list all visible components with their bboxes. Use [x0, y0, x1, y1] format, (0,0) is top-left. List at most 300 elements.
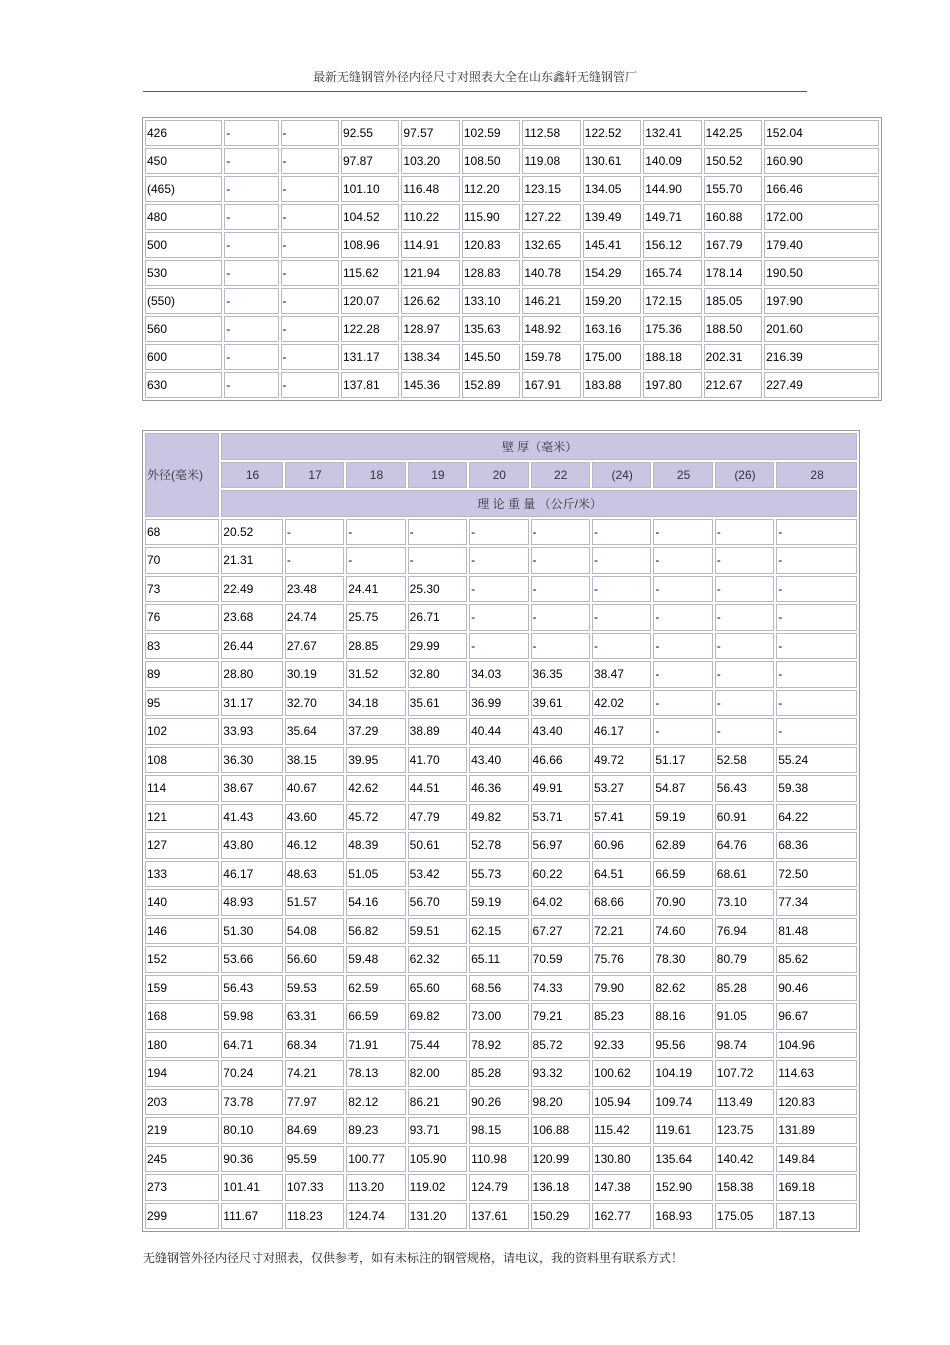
weight-cell: 113.49 — [715, 1089, 774, 1116]
weight-cell: - — [531, 604, 590, 631]
weight-cell: 26.71 — [408, 604, 467, 631]
weight-cell: 137.81 — [341, 372, 399, 398]
weight-cell: 93.32 — [531, 1060, 590, 1087]
weight-cell: - — [281, 288, 339, 314]
weight-cell: 41.43 — [221, 804, 283, 831]
weight-cell: 65.11 — [469, 946, 528, 973]
weight-cell: 105.94 — [592, 1089, 651, 1116]
weight-cell: - — [715, 633, 774, 660]
outer-diameter-cell: 273 — [145, 1174, 219, 1201]
weight-cell: 119.02 — [408, 1174, 467, 1201]
weight-cell: 36.35 — [531, 661, 590, 688]
weight-cell: 71.91 — [346, 1032, 405, 1059]
table-row — [145, 232, 879, 258]
weight-cell: - — [346, 519, 405, 546]
weight-cell: - — [776, 690, 857, 717]
table-row — [145, 547, 857, 574]
weight-cell: 145.50 — [462, 344, 520, 370]
weight-cell: 149.84 — [776, 1146, 857, 1173]
weight-cell: 20.52 — [221, 519, 283, 546]
outer-diameter-cell: 108 — [145, 747, 219, 774]
weight-cell: 70.90 — [653, 889, 712, 916]
weight-cell: - — [653, 690, 712, 717]
weight-cell: 162.77 — [592, 1203, 651, 1230]
outer-diameter-cell: 299 — [145, 1203, 219, 1230]
table-row — [145, 718, 857, 745]
outer-diameter-cell: (550) — [145, 288, 222, 314]
weight-cell: 185.05 — [704, 288, 762, 314]
weight-cell: 107.72 — [715, 1060, 774, 1087]
weight-cell: 50.61 — [408, 832, 467, 859]
weight-cell: 85.28 — [469, 1060, 528, 1087]
weight-cell: - — [531, 633, 590, 660]
weight-cell: - — [224, 120, 278, 146]
weight-cell: 33.93 — [221, 718, 283, 745]
weight-cell: 64.22 — [776, 804, 857, 831]
weight-cell: 112.58 — [522, 120, 580, 146]
table-row — [145, 519, 857, 546]
weight-cell: 46.17 — [221, 861, 283, 888]
weight-cell: 81.48 — [776, 918, 857, 945]
weight-cell: - — [281, 148, 339, 174]
weight-cell: 96.67 — [776, 1003, 857, 1030]
weight-cell: 38.15 — [285, 747, 344, 774]
weight-cell: 69.82 — [408, 1003, 467, 1030]
weight-cell: 46.66 — [531, 747, 590, 774]
weight-cell: 73.00 — [469, 1003, 528, 1030]
weight-cell: - — [776, 661, 857, 688]
weight-cell: - — [592, 519, 651, 546]
weight-cell: 22.49 — [221, 576, 283, 603]
weight-cell: - — [592, 633, 651, 660]
table-row — [145, 148, 879, 174]
weight-cell: - — [224, 372, 278, 398]
weight-cell: 159.78 — [522, 344, 580, 370]
weight-cell: 98.74 — [715, 1032, 774, 1059]
table-row — [145, 344, 879, 370]
weight-cell: 104.52 — [341, 204, 399, 230]
weight-cell: 145.41 — [583, 232, 641, 258]
table-row — [145, 889, 857, 916]
weight-cell: 112.20 — [462, 176, 520, 202]
theoretical-weight-header: 理 论 重 量 （公斤/米） — [221, 490, 857, 517]
weight-cell: 131.20 — [408, 1203, 467, 1230]
weight-cell: 97.87 — [341, 148, 399, 174]
weight-cell: 36.30 — [221, 747, 283, 774]
weight-cell: 131.89 — [776, 1117, 857, 1144]
weight-cell: 62.15 — [469, 918, 528, 945]
table-row — [145, 1117, 857, 1144]
weight-cell: 104.19 — [653, 1060, 712, 1087]
outer-diameter-cell: 127 — [145, 832, 219, 859]
weight-cell: 216.39 — [764, 344, 879, 370]
thickness-column-header: 16 — [221, 462, 283, 489]
weight-cell: - — [715, 576, 774, 603]
table-row — [145, 576, 857, 603]
weight-cell: - — [776, 718, 857, 745]
weight-cell: 59.38 — [776, 775, 857, 802]
weight-cell: 123.15 — [522, 176, 580, 202]
weight-cell: 63.31 — [285, 1003, 344, 1030]
weight-cell: - — [592, 604, 651, 631]
weight-cell: - — [469, 519, 528, 546]
table-row — [145, 975, 857, 1002]
weight-cell: 95.59 — [285, 1146, 344, 1173]
weight-cell: - — [224, 288, 278, 314]
weight-cell: - — [776, 604, 857, 631]
weight-cell: 28.85 — [346, 633, 405, 660]
weight-cell: 56.43 — [221, 975, 283, 1002]
weight-cell: 92.33 — [592, 1032, 651, 1059]
weight-cell: 119.61 — [653, 1117, 712, 1144]
weight-cell: 145.36 — [401, 372, 459, 398]
weight-cell: 183.88 — [583, 372, 641, 398]
weight-cell: 73.78 — [221, 1089, 283, 1116]
weight-cell: - — [281, 176, 339, 202]
weight-cell: 82.12 — [346, 1089, 405, 1116]
weight-cell: 48.93 — [221, 889, 283, 916]
table-row — [145, 204, 879, 230]
weight-cell: 95.56 — [653, 1032, 712, 1059]
weight-cell: 227.49 — [764, 372, 879, 398]
weight-cell: - — [346, 547, 405, 574]
weight-cell: 80.79 — [715, 946, 774, 973]
weight-cell: 24.41 — [346, 576, 405, 603]
weight-cell: 55.24 — [776, 747, 857, 774]
table-row — [145, 832, 857, 859]
weight-cell: - — [281, 344, 339, 370]
weight-cell: 56.60 — [285, 946, 344, 973]
weight-cell: 23.68 — [221, 604, 283, 631]
weight-cell: - — [224, 148, 278, 174]
weight-cell: - — [776, 576, 857, 603]
weight-cell: 130.80 — [592, 1146, 651, 1173]
weight-cell: 137.61 — [469, 1203, 528, 1230]
weight-cell: - — [776, 633, 857, 660]
table-row — [145, 288, 879, 314]
weight-cell: 46.36 — [469, 775, 528, 802]
weight-cell: 98.20 — [531, 1089, 590, 1116]
bottom-table-body — [145, 519, 857, 1230]
weight-cell: 109.74 — [653, 1089, 712, 1116]
weight-cell: 140.42 — [715, 1146, 774, 1173]
weight-cell: 172.15 — [643, 288, 701, 314]
weight-cell: 78.30 — [653, 946, 712, 973]
weight-cell: 30.19 — [285, 661, 344, 688]
weight-cell: 68.56 — [469, 975, 528, 1002]
weight-cell: 142.25 — [704, 120, 762, 146]
weight-cell: 116.48 — [401, 176, 459, 202]
table-row — [145, 1032, 857, 1059]
weight-cell: 84.69 — [285, 1117, 344, 1144]
weight-cell: 152.04 — [764, 120, 879, 146]
weight-cell: - — [531, 576, 590, 603]
outer-diameter-cell: (465) — [145, 176, 222, 202]
weight-cell: - — [653, 661, 712, 688]
weight-cell: 188.50 — [704, 316, 762, 342]
weight-cell: - — [469, 547, 528, 574]
weight-cell: 103.20 — [401, 148, 459, 174]
weight-cell: 43.40 — [469, 747, 528, 774]
weight-cell: 133.10 — [462, 288, 520, 314]
table-row — [145, 918, 857, 945]
weight-cell: 25.75 — [346, 604, 405, 631]
weight-cell: 59.48 — [346, 946, 405, 973]
weight-cell: 45.72 — [346, 804, 405, 831]
weight-cell: 144.90 — [643, 176, 701, 202]
weight-cell: 86.21 — [408, 1089, 467, 1116]
weight-cell: - — [224, 176, 278, 202]
weight-cell: 148.92 — [522, 316, 580, 342]
weight-cell: - — [776, 547, 857, 574]
weight-cell: 110.22 — [401, 204, 459, 230]
weight-cell: 60.96 — [592, 832, 651, 859]
weight-cell: 38.89 — [408, 718, 467, 745]
weight-cell: 70.59 — [531, 946, 590, 973]
weight-cell: 35.61 — [408, 690, 467, 717]
weight-cell: 167.79 — [704, 232, 762, 258]
weight-cell: 59.19 — [469, 889, 528, 916]
table-row — [145, 260, 879, 286]
weight-cell: - — [715, 547, 774, 574]
weight-cell: 51.57 — [285, 889, 344, 916]
weight-cell: 67.27 — [531, 918, 590, 945]
weight-cell: 100.77 — [346, 1146, 405, 1173]
outer-diameter-cell: 245 — [145, 1146, 219, 1173]
top-table-body — [145, 120, 879, 398]
weight-cell: 53.27 — [592, 775, 651, 802]
weight-cell: - — [281, 316, 339, 342]
weight-cell: 75.76 — [592, 946, 651, 973]
weight-cell: 105.90 — [408, 1146, 467, 1173]
weight-cell: 68.36 — [776, 832, 857, 859]
weight-cell: 35.64 — [285, 718, 344, 745]
weight-cell: 26.44 — [221, 633, 283, 660]
weight-cell: 104.96 — [776, 1032, 857, 1059]
weight-cell: 127.22 — [522, 204, 580, 230]
weight-cell: 31.17 — [221, 690, 283, 717]
weight-cell: - — [531, 519, 590, 546]
weight-cell: 111.67 — [221, 1203, 283, 1230]
weight-cell: 123.75 — [715, 1117, 774, 1144]
weight-cell: - — [224, 260, 278, 286]
weight-cell: 155.70 — [704, 176, 762, 202]
weight-cell: 89.23 — [346, 1117, 405, 1144]
weight-cell: 97.57 — [401, 120, 459, 146]
weight-cell: 102.59 — [462, 120, 520, 146]
page-title: 最新无缝钢管外径内径尺寸对照表大全在山东鑫轩无缝钢管厂 — [312, 70, 637, 84]
weight-cell: 56.82 — [346, 918, 405, 945]
weight-cell: 138.34 — [401, 344, 459, 370]
thickness-column-header: 18 — [346, 462, 405, 489]
table-row — [145, 1146, 857, 1173]
weight-cell: 68.34 — [285, 1032, 344, 1059]
weight-cell: 80.10 — [221, 1117, 283, 1144]
weight-cell: 53.66 — [221, 946, 283, 973]
weight-cell: 78.13 — [346, 1060, 405, 1087]
thickness-column-header: 19 — [408, 462, 467, 489]
outer-diameter-cell: 114 — [145, 775, 219, 802]
weight-cell: 59.19 — [653, 804, 712, 831]
outer-diameter-cell: 219 — [145, 1117, 219, 1144]
weight-cell: 64.71 — [221, 1032, 283, 1059]
table-row — [145, 1089, 857, 1116]
weight-cell: 113.20 — [346, 1174, 405, 1201]
header-row-weight — [145, 490, 857, 517]
weight-cell: 124.79 — [469, 1174, 528, 1201]
weight-cell: 68.66 — [592, 889, 651, 916]
header-row-thickness-values — [145, 462, 857, 489]
top-weight-table — [142, 117, 882, 401]
weight-cell: 118.23 — [285, 1203, 344, 1230]
weight-cell: 124.74 — [346, 1203, 405, 1230]
weight-cell: - — [281, 204, 339, 230]
weight-cell: 150.52 — [704, 148, 762, 174]
weight-cell: 47.79 — [408, 804, 467, 831]
weight-cell: 197.90 — [764, 288, 879, 314]
weight-cell: 175.05 — [715, 1203, 774, 1230]
weight-cell: 132.41 — [643, 120, 701, 146]
thickness-column-header: 22 — [531, 462, 590, 489]
weight-cell: 178.14 — [704, 260, 762, 286]
weight-cell: 49.72 — [592, 747, 651, 774]
weight-cell: 175.00 — [583, 344, 641, 370]
weight-cell: - — [285, 519, 344, 546]
weight-cell: - — [653, 547, 712, 574]
weight-cell: 122.52 — [583, 120, 641, 146]
table-row — [145, 604, 857, 631]
weight-cell: 91.05 — [715, 1003, 774, 1030]
weight-cell: 25.30 — [408, 576, 467, 603]
table-row — [145, 1174, 857, 1201]
weight-cell: 39.95 — [346, 747, 405, 774]
outer-diameter-cell: 95 — [145, 690, 219, 717]
thickness-column-header: 17 — [285, 462, 344, 489]
outer-diameter-cell: 480 — [145, 204, 222, 230]
weight-cell: - — [653, 633, 712, 660]
weight-cell: 68.61 — [715, 861, 774, 888]
table-row — [145, 661, 857, 688]
weight-cell: 147.38 — [592, 1174, 651, 1201]
weight-cell: - — [469, 576, 528, 603]
weight-cell: 42.62 — [346, 775, 405, 802]
weight-cell: 34.18 — [346, 690, 405, 717]
outer-diameter-cell: 133 — [145, 861, 219, 888]
weight-cell: 51.05 — [346, 861, 405, 888]
weight-cell: 76.94 — [715, 918, 774, 945]
weight-cell: 212.67 — [704, 372, 762, 398]
weight-cell: 152.89 — [462, 372, 520, 398]
weight-cell: 120.83 — [776, 1089, 857, 1116]
outer-diameter-cell: 426 — [145, 120, 222, 146]
weight-cell: 101.10 — [341, 176, 399, 202]
weight-cell: - — [408, 519, 467, 546]
weight-cell: 85.72 — [531, 1032, 590, 1059]
weight-cell: 48.63 — [285, 861, 344, 888]
weight-cell: - — [715, 690, 774, 717]
outer-diameter-cell: 146 — [145, 918, 219, 945]
weight-cell: 64.51 — [592, 861, 651, 888]
weight-cell: 56.70 — [408, 889, 467, 916]
weight-cell: 78.92 — [469, 1032, 528, 1059]
weight-cell: 77.97 — [285, 1089, 344, 1116]
weight-cell: 54.16 — [346, 889, 405, 916]
weight-cell: 202.31 — [704, 344, 762, 370]
weight-cell: - — [408, 547, 467, 574]
weight-cell: 32.80 — [408, 661, 467, 688]
weight-cell: 48.39 — [346, 832, 405, 859]
weight-cell: 56.97 — [531, 832, 590, 859]
weight-cell: 59.98 — [221, 1003, 283, 1030]
outer-diameter-cell: 70 — [145, 547, 219, 574]
weight-cell: 115.42 — [592, 1117, 651, 1144]
weight-cell: - — [715, 604, 774, 631]
weight-cell: - — [281, 232, 339, 258]
weight-cell: 32.70 — [285, 690, 344, 717]
weight-cell: 54.08 — [285, 918, 344, 945]
weight-cell: 108.96 — [341, 232, 399, 258]
weight-cell: 130.61 — [583, 148, 641, 174]
weight-cell: 106.88 — [531, 1117, 590, 1144]
weight-cell: 188.18 — [643, 344, 701, 370]
weight-cell: 55.73 — [469, 861, 528, 888]
outer-diameter-cell: 83 — [145, 633, 219, 660]
weight-cell: 36.99 — [469, 690, 528, 717]
weight-cell: 52.78 — [469, 832, 528, 859]
weight-cell: 52.58 — [715, 747, 774, 774]
weight-cell: - — [653, 718, 712, 745]
weight-cell: 122.28 — [341, 316, 399, 342]
weight-cell: - — [592, 547, 651, 574]
table-row — [145, 176, 879, 202]
weight-cell: 53.71 — [531, 804, 590, 831]
weight-cell: 128.97 — [401, 316, 459, 342]
footer-note: 无缝钢管外径内径尺寸对照表，仅供参考，如有未标注的钢管规格，请电议，我的资料里有联系方式！ — [143, 1251, 684, 1265]
weight-cell: 135.64 — [653, 1146, 712, 1173]
weight-cell: 51.17 — [653, 747, 712, 774]
table-row — [145, 633, 857, 660]
weight-cell: - — [224, 204, 278, 230]
outer-diameter-cell: 76 — [145, 604, 219, 631]
weight-cell: - — [653, 519, 712, 546]
weight-cell: 82.00 — [408, 1060, 467, 1087]
weight-cell: 167.91 — [522, 372, 580, 398]
weight-cell: 121.94 — [401, 260, 459, 286]
weight-cell: - — [224, 344, 278, 370]
weight-cell: 179.40 — [764, 232, 879, 258]
weight-cell: 70.24 — [221, 1060, 283, 1087]
weight-cell: 187.13 — [776, 1203, 857, 1230]
weight-cell: 77.34 — [776, 889, 857, 916]
weight-cell: 23.48 — [285, 576, 344, 603]
weight-cell: 44.51 — [408, 775, 467, 802]
weight-cell: 115.62 — [341, 260, 399, 286]
weight-cell: 31.52 — [346, 661, 405, 688]
weight-cell: 114.91 — [401, 232, 459, 258]
table-row — [145, 1060, 857, 1087]
weight-cell: 38.67 — [221, 775, 283, 802]
weight-cell: 146.21 — [522, 288, 580, 314]
outer-diameter-cell: 530 — [145, 260, 222, 286]
weight-cell: 139.49 — [583, 204, 641, 230]
table-row — [145, 1203, 857, 1230]
header-row-wall-thickness — [145, 433, 857, 460]
weight-cell: 175.36 — [643, 316, 701, 342]
weight-cell: 119.08 — [522, 148, 580, 174]
weight-cell: 37.29 — [346, 718, 405, 745]
weight-cell: 24.74 — [285, 604, 344, 631]
weight-cell: 90.26 — [469, 1089, 528, 1116]
